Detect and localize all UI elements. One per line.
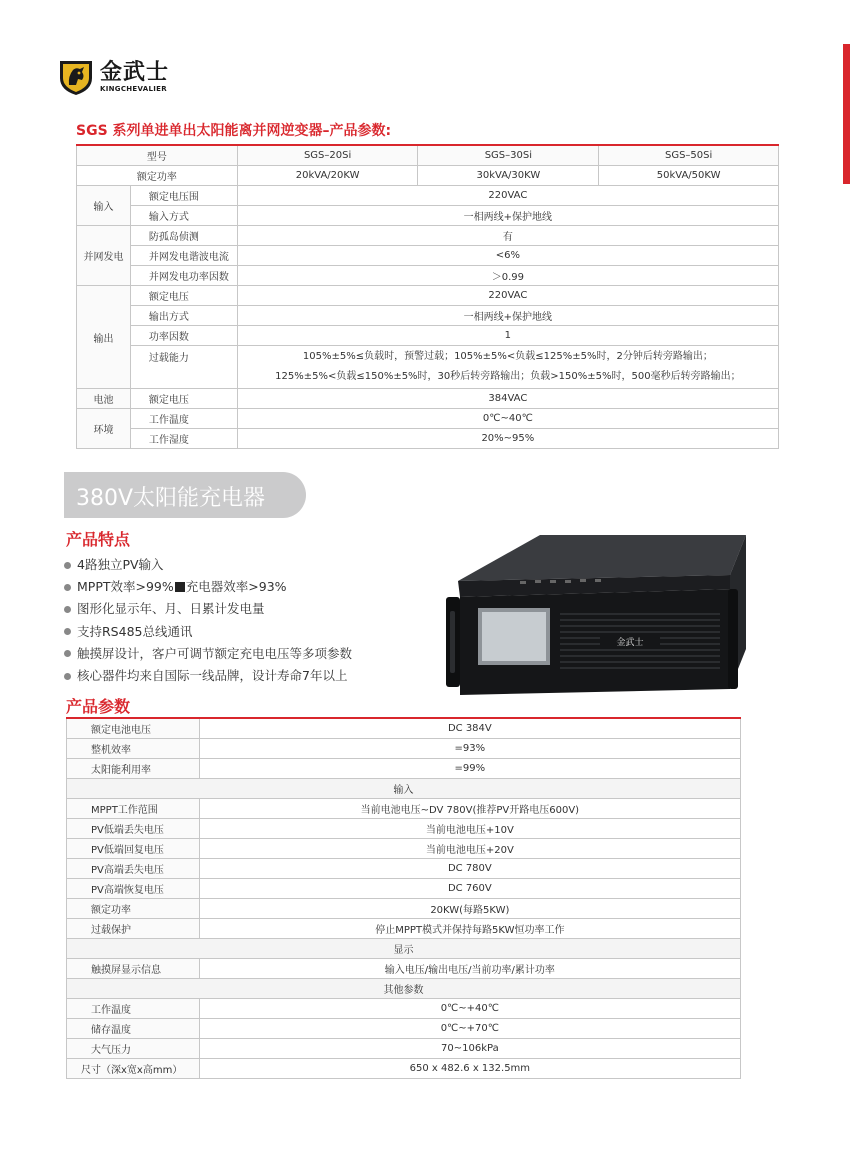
bullet-icon <box>64 650 71 657</box>
table-row <box>77 346 779 389</box>
model-cell: SGS–20Si <box>237 145 418 166</box>
list-item: 支持RS485总线通讯 <box>64 621 352 643</box>
row-label: 额定电压 <box>130 286 237 306</box>
list-item: 图形化显示年、月、日累计发电量 <box>64 598 352 620</box>
table-row <box>77 206 779 226</box>
row-value: 220VAC <box>237 286 778 306</box>
inverter-section-title: SGS 系列单进单出太阳能离并网逆变器–产品参数: <box>76 123 392 139</box>
model-label: 型号 <box>77 145 238 166</box>
power-cell: 50kVA/50KW <box>599 166 779 186</box>
row-label: 大气压力 <box>67 1039 200 1059</box>
row-value: 650 x 482.6 x 132.5mm <box>199 1059 740 1079</box>
row-label: 太阳能利用率 <box>67 759 200 779</box>
table-row <box>77 326 779 346</box>
row-value: DC 384V <box>199 718 740 739</box>
bullet-icon <box>64 606 71 613</box>
section-display-label: 显示 <box>67 939 741 959</box>
row-value: =93% <box>199 739 740 759</box>
row-value: 一相两线+保护地线 <box>237 206 778 226</box>
table-row <box>67 919 741 939</box>
bullet-icon <box>64 562 71 569</box>
banner-title: 380V太阳能充电器 <box>76 486 266 511</box>
list-item: 触摸屏设计，客户可调节额定充电电压等多项参数 <box>64 643 352 665</box>
row-value: =99% <box>199 759 740 779</box>
bullet-icon <box>64 628 71 635</box>
table-row <box>67 899 741 919</box>
overload-line-1: 105%±5%≤负载时，预警过载；105%±5%<负载≤125%±5%时，2分钟后转旁路输出； <box>302 351 713 362</box>
device-logo-text: 金武士 <box>616 638 644 648</box>
row-value <box>237 346 778 389</box>
list-item: 核心器件均来自国际一线品牌，设计寿命7年以上 <box>64 665 352 687</box>
section-other-label: 其他参数 <box>67 979 741 999</box>
table-row <box>67 879 741 899</box>
row-label: PV高端丢失电压 <box>67 859 200 879</box>
table-row <box>67 1019 741 1039</box>
solar-charger-device-image <box>440 523 750 695</box>
row-label: 过载保护 <box>67 919 200 939</box>
row-label: 并网发电谐波电流 <box>130 246 237 266</box>
group-label: 并网发电 <box>77 226 131 286</box>
overload-line-2: 125%±5%<负载≤150%±5%时，30秒后转旁路输出；负载>150%±5%时，500毫秒后转旁路输出； <box>275 371 741 382</box>
params-heading: 产品参数 <box>66 697 131 716</box>
row-value: 20%~95% <box>237 429 778 449</box>
row-label: 并网发电功率因数 <box>130 266 237 286</box>
table-row <box>67 859 741 879</box>
row-value: 输入电压/输出电压/当前功率/累计功率 <box>199 959 740 979</box>
table-row <box>67 739 741 759</box>
power-cell: 30kVA/30KW <box>418 166 599 186</box>
bullet-icon <box>64 673 71 680</box>
edge-accent-bar <box>843 44 850 184</box>
row-label: 功率因数 <box>130 326 237 346</box>
table-row <box>67 999 741 1019</box>
row-label: 工作温度 <box>130 409 237 429</box>
charger-spec-table <box>66 717 741 1079</box>
square-separator-icon <box>175 582 185 592</box>
row-value: ＞0.99 <box>237 266 778 286</box>
features-heading: 产品特点 <box>66 530 131 549</box>
row-value: 0℃~40℃ <box>237 409 778 429</box>
table-row <box>77 145 779 166</box>
row-label: 触摸屏显示信息 <box>67 959 200 979</box>
row-label: MPPT工作范围 <box>67 799 200 819</box>
row-value: 384VAC <box>237 389 778 409</box>
brand-name-en: KINGCHEVALIER <box>100 85 167 93</box>
product-banner <box>64 472 306 518</box>
row-value: DC 780V <box>199 859 740 879</box>
table-row <box>77 166 779 186</box>
table-row <box>67 1039 741 1059</box>
row-label: 额定电压围 <box>130 186 237 206</box>
row-label: 输出方式 <box>130 306 237 326</box>
row-label: 整机效率 <box>67 739 200 759</box>
row-value: 20KW(每路5KW) <box>199 899 740 919</box>
row-value: 70~106kPa <box>199 1039 740 1059</box>
table-row <box>67 718 741 739</box>
row-value: 停止MPPT模式并保持每路5KW恒功率工作 <box>199 919 740 939</box>
row-label: PV低端丢失电压 <box>67 819 200 839</box>
row-label: 额定功率 <box>67 899 200 919</box>
table-row <box>67 799 741 819</box>
table-row <box>77 226 779 246</box>
row-label: 储存温度 <box>67 1019 200 1039</box>
brand-logo <box>58 58 169 96</box>
group-label: 输入 <box>77 186 131 226</box>
section-input-label: 输入 <box>67 779 741 799</box>
knight-shield-icon <box>58 58 94 96</box>
table-row <box>67 1059 741 1079</box>
table-row <box>77 409 779 429</box>
group-label: 环境 <box>77 409 131 449</box>
row-label: 额定电压 <box>130 389 237 409</box>
group-label: 电池 <box>77 389 131 409</box>
row-value: 0℃~+70℃ <box>199 1019 740 1039</box>
section-row <box>67 979 741 999</box>
row-value: 1 <box>237 326 778 346</box>
power-label: 额定功率 <box>77 166 238 186</box>
section-row <box>67 939 741 959</box>
inverter-spec-table <box>76 144 779 449</box>
row-value: 220VAC <box>237 186 778 206</box>
table-row <box>77 286 779 306</box>
table-row <box>77 429 779 449</box>
row-label: 防孤岛侦测 <box>130 226 237 246</box>
table-row <box>77 246 779 266</box>
bullet-icon <box>64 584 71 591</box>
section-row <box>67 779 741 799</box>
row-value: 当前电池电压+20V <box>199 839 740 859</box>
table-row <box>67 839 741 859</box>
brand-name-cn: 金武士 <box>100 60 170 85</box>
table-row <box>67 759 741 779</box>
row-label: PV低端回复电压 <box>67 839 200 859</box>
row-value: 当前电池电压~DV 780V(推荐PV开路电压600V) <box>199 799 740 819</box>
model-cell: SGS–30Si <box>418 145 599 166</box>
table-row <box>77 186 779 206</box>
row-value: 当前电池电压+10V <box>199 819 740 839</box>
row-label: 尺寸（深x宽x高mm） <box>67 1059 200 1079</box>
list-item: 4路独立PV输入 <box>64 554 352 576</box>
table-row <box>67 819 741 839</box>
row-value: DC 760V <box>199 879 740 899</box>
row-value: <6% <box>237 246 778 266</box>
table-row <box>77 306 779 326</box>
row-label: 过载能力 <box>130 346 237 389</box>
power-cell: 20kVA/20KW <box>237 166 418 186</box>
group-label: 输出 <box>77 286 131 389</box>
row-label: 输入方式 <box>130 206 237 226</box>
row-label: 额定电池电压 <box>67 718 200 739</box>
row-value: 一相两线+保护地线 <box>237 306 778 326</box>
table-row <box>77 266 779 286</box>
list-item: MPPT效率>99% 充电器效率>93% <box>64 576 352 598</box>
table-row <box>67 959 741 979</box>
table-row <box>77 389 779 409</box>
row-label: PV高端恢复电压 <box>67 879 200 899</box>
row-value: 0℃~+40℃ <box>199 999 740 1019</box>
row-value: 有 <box>237 226 778 246</box>
row-label: 工作湿度 <box>130 429 237 449</box>
row-label: 工作温度 <box>67 999 200 1019</box>
model-cell: SGS–50Si <box>599 145 779 166</box>
feature-list <box>64 554 352 687</box>
